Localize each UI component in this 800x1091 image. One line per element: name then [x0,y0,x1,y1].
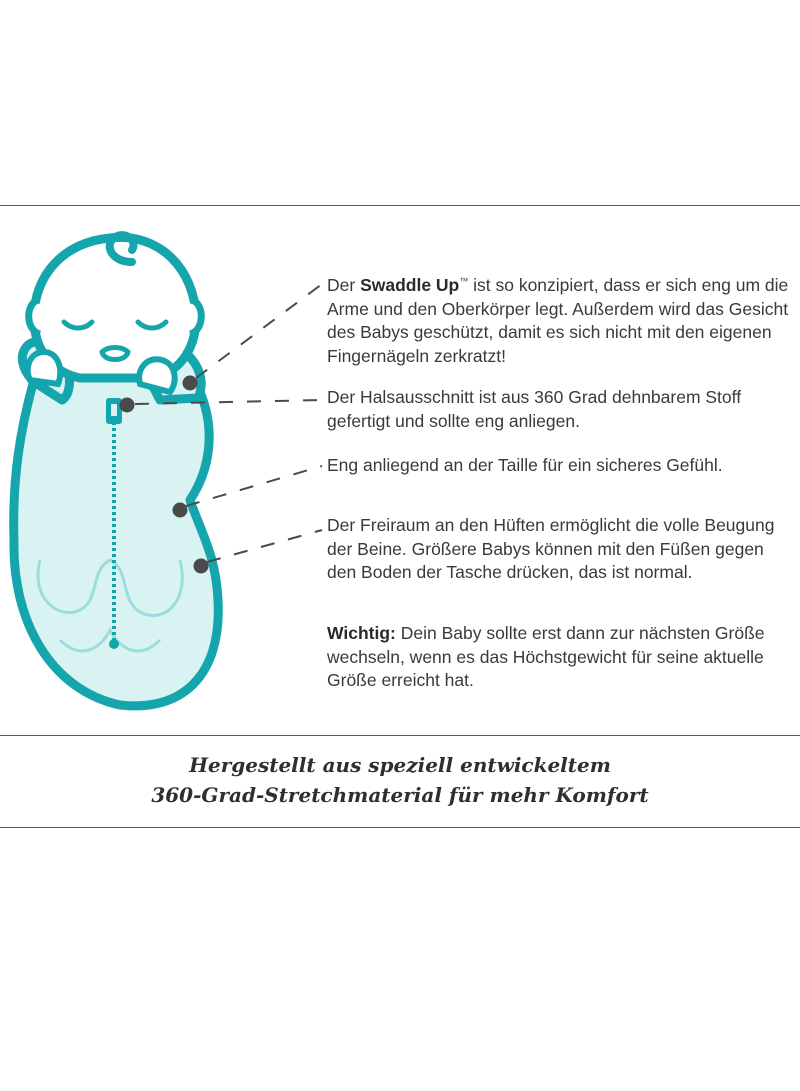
mouth [102,348,128,360]
marker-neckline [120,398,135,413]
middle-divider [0,735,800,736]
left-ear [29,300,40,334]
marker-waist [173,503,188,518]
callout-hips [327,514,797,585]
right-ear [190,300,201,334]
marker-hips [194,559,209,574]
important-note [327,622,797,693]
callout-prefix: Der [327,275,361,295]
trademark-symbol: ™ [459,276,469,287]
callout-waist [327,454,797,478]
footer-line-2: 360-Grad-Stretchmaterial für mehr Komfort [151,783,649,807]
callout-swaddle-fit [327,274,797,368]
callout-text: Der Halsausschnitt ist aus 360 Grad dehnbarem Stoff gefertigt und sollte eng anliegen. [327,387,742,431]
note-label: Wichtig: [327,623,396,643]
right-hand [139,359,174,392]
callout-neckline [327,386,797,433]
callout-text: ist so konzipiert, dass er sich eng um die Arme und den Oberkörper legt. Außerdem wird das Gesicht des Babys geschützt, damit es sich nicht mit den eigenen Fingernägeln zerkratzt! [327,275,789,366]
note-text: Dein Baby sollte erst dann zur nächsten Größe wechseln, wenn es das Höchstgewicht für seine aktuelle Größe erreicht hat. [327,623,765,690]
left-hand [28,352,61,384]
bottom-divider [0,827,800,828]
callout-text: Der Freiraum an den Hüften ermöglicht die volle Beugung der Beine. Größere Babys können mit den Füßen gegen den Boden der Tasche drücken, das ist normal. [327,515,775,582]
product-name: Swaddle Up [360,275,460,295]
footer-caption [0,750,800,810]
marker-sleeve [183,376,198,391]
footer-line-1: Hergestellt aus speziell entwickeltem [189,753,611,777]
callout-text: Eng anliegend an der Taille für ein sicheres Gefühl. [327,455,723,475]
